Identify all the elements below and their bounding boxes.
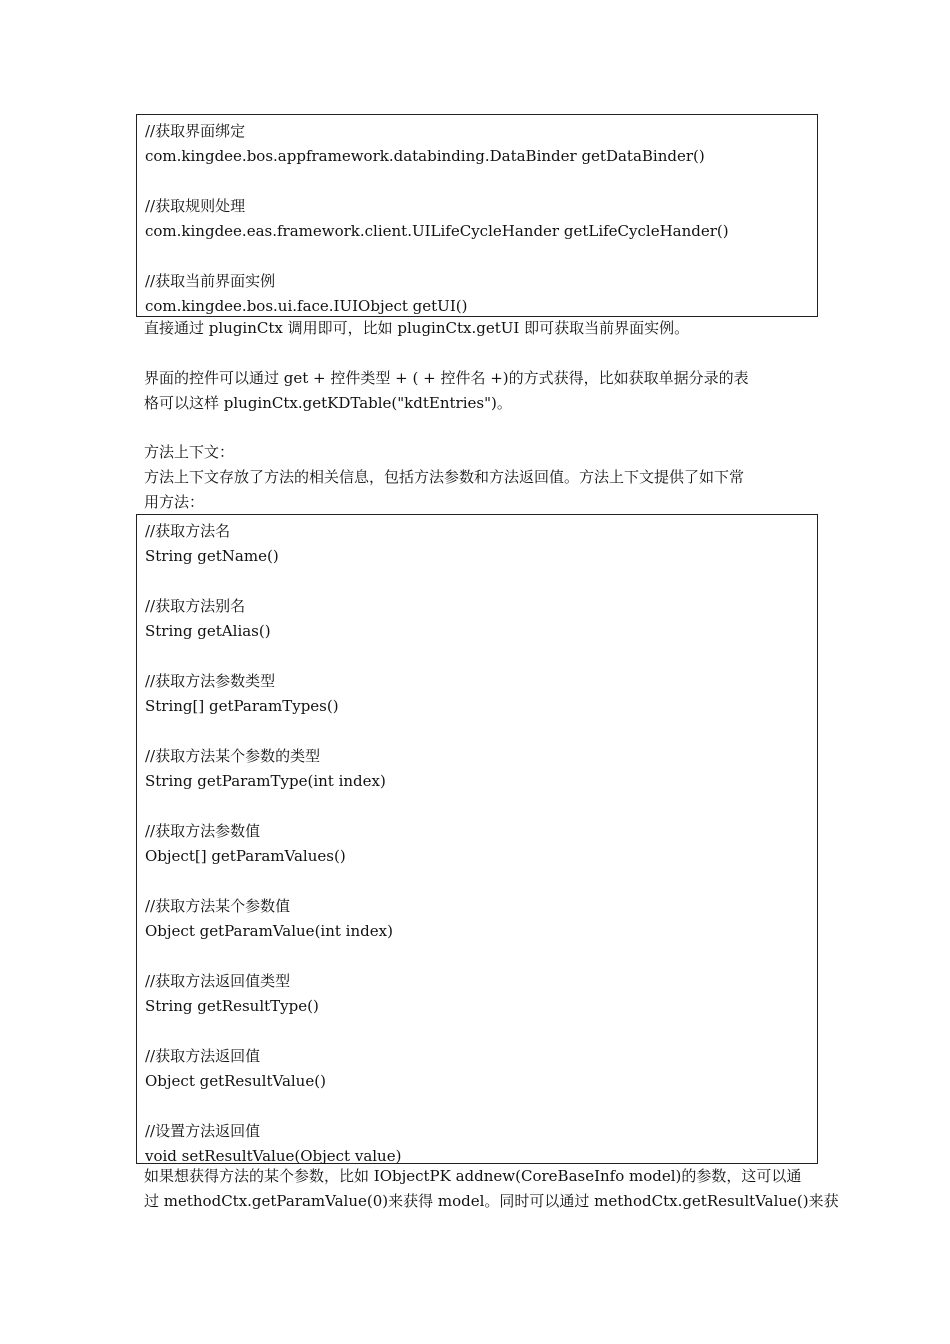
paragraph-param-example-line1: 如果想获得方法的某个参数，比如 IObjectPK addnew(CoreBaseInfo model)的参数，这可以通 bbox=[144, 1167, 802, 1185]
code-line bbox=[145, 644, 817, 669]
paragraph-method-context-line2: 用方法： bbox=[144, 493, 205, 511]
code-line bbox=[145, 1094, 817, 1119]
code-line: com.kingdee.bos.ui.face.IUIObject getUI() bbox=[145, 297, 468, 315]
code-line bbox=[145, 569, 817, 594]
code-line: com.kingdee.bos.appframework.databinding.DataBinder getDataBinder() bbox=[145, 147, 705, 165]
code-line bbox=[145, 169, 817, 194]
code-line: //设置方法返回值 bbox=[145, 1122, 261, 1140]
code-line: //获取方法返回值类型 bbox=[145, 972, 291, 990]
code-line bbox=[145, 944, 817, 969]
code-line: void setResultValue(Object value) bbox=[145, 1147, 402, 1165]
code-line: //获取当前界面实例 bbox=[145, 272, 276, 290]
code-line: Object getParamValue(int index) bbox=[145, 922, 393, 940]
paragraph-method-context-line1: 方法上下文存放了方法的相关信息，包括方法参数和方法返回值。方法上下文提供了如下常 bbox=[144, 468, 745, 486]
code-line: //获取方法别名 bbox=[145, 597, 246, 615]
code-line: String[] getParamTypes() bbox=[145, 697, 339, 715]
code-line bbox=[145, 869, 817, 894]
code-line: com.kingdee.eas.framework.client.UILifeCycleHander getLifeCycleHander() bbox=[145, 222, 729, 240]
code-line: //获取方法某个参数的类型 bbox=[145, 747, 321, 765]
code-line bbox=[145, 1019, 817, 1044]
code-line bbox=[145, 794, 817, 819]
code-line: //获取规则处理 bbox=[145, 197, 246, 215]
code-line: String getName() bbox=[145, 547, 279, 565]
paragraph-plugin-ctx: 直接通过 pluginCtx 调用即可，比如 pluginCtx.getUI 即可获取当前界面实例。 bbox=[144, 319, 690, 337]
code-line: Object getResultValue() bbox=[145, 1072, 326, 1090]
paragraph-controls-line2: 格可以这样 pluginCtx.getKDTable("kdtEntries")。 bbox=[144, 394, 512, 412]
code-line: //获取方法参数值 bbox=[145, 822, 261, 840]
code-line: //获取界面绑定 bbox=[145, 122, 246, 140]
code-box-ui-methods bbox=[136, 114, 818, 317]
code-line bbox=[145, 719, 817, 744]
paragraph-controls-line1: 界面的控件可以通过 get + 控件类型 + ( + 控件名 +)的方式获得，比如获取单据分录的表 bbox=[144, 369, 749, 387]
section-heading-method-context: 方法上下文： bbox=[144, 443, 235, 461]
code-line: //获取方法返回值 bbox=[145, 1047, 261, 1065]
code-line: //获取方法参数类型 bbox=[145, 672, 276, 690]
code-line: String getResultType() bbox=[145, 997, 319, 1015]
code-line: //获取方法某个参数值 bbox=[145, 897, 291, 915]
code-line: Object[] getParamValues() bbox=[145, 847, 346, 865]
code-line: String getParamType(int index) bbox=[145, 772, 386, 790]
code-line bbox=[145, 244, 817, 269]
paragraph-param-example-line2: 过 methodCtx.getParamValue(0)来获得 model。同时可以通过 methodCtx.getResultValue()来获 bbox=[144, 1192, 839, 1210]
code-line: String getAlias() bbox=[145, 622, 271, 640]
code-box-method-context bbox=[136, 514, 818, 1164]
code-line: //获取方法名 bbox=[145, 522, 231, 540]
